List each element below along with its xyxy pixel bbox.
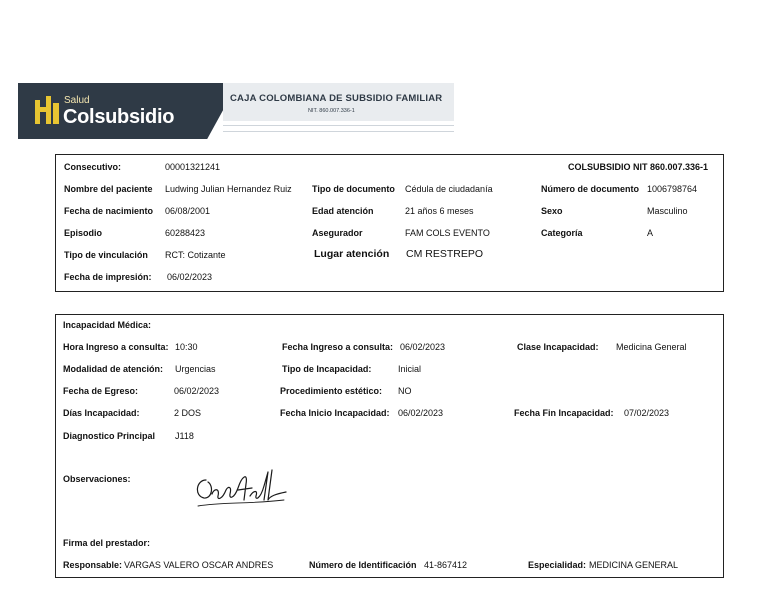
- fecha-ingreso-value: 06/02/2023: [400, 342, 446, 352]
- incapacidad-title: Incapacidad Médica:: [63, 320, 152, 330]
- consecutivo-value: 00001321241: [165, 162, 221, 172]
- procedimiento-value: NO: [398, 386, 412, 396]
- brand-name: Colsubsidio: [63, 106, 175, 128]
- responsable-label: Responsable:: [63, 560, 123, 570]
- fecha-ingreso-label: Fecha Ingreso a consulta:: [282, 342, 394, 352]
- company-nit: COLSUBSIDIO NIT 860.007.336-1: [568, 162, 709, 172]
- dias-value: 2 DOS: [174, 408, 202, 418]
- clase-label: Clase Incapacidad:: [517, 342, 599, 352]
- especialidad-value: MEDICINA GENERAL: [589, 560, 679, 570]
- vinculacion-value: RCT: Cotizante: [165, 250, 226, 260]
- impresion-label: Fecha de impresión:: [64, 272, 152, 282]
- fecha-nac-value: 06/08/2001: [165, 206, 211, 216]
- responsable-value: VARGAS VALERO OSCAR ANDRES: [124, 560, 274, 570]
- egreso-value: 06/02/2023: [174, 386, 220, 396]
- inicio-label: Fecha Inicio Incapacidad:: [280, 408, 390, 418]
- hora-value: 10:30: [175, 342, 198, 352]
- consecutivo-label: Consecutivo:: [64, 162, 122, 172]
- fin-label: Fecha Fin Incapacidad:: [514, 408, 614, 418]
- tipo-value: Inicial: [398, 364, 422, 374]
- num-doc-label: Número de documento: [541, 184, 640, 194]
- diagnostico-value: J118: [175, 431, 194, 441]
- diagnostico-label: Diagnostico Principal: [63, 431, 156, 441]
- org-name: CAJA COLOMBIANA DE SUBSIDIO FAMILIAR: [230, 93, 443, 104]
- header-rule: [223, 131, 454, 132]
- edad-value: 21 años 6 meses: [405, 206, 474, 216]
- hora-label: Hora Ingreso a consulta:: [63, 342, 169, 352]
- impresion-value: 06/02/2023: [167, 272, 213, 282]
- tipo-doc-label: Tipo de documento: [312, 184, 395, 194]
- header-rule: [223, 125, 454, 126]
- tipo-doc-value: Cédula de ciudadanía: [405, 184, 493, 194]
- asegurador-value: FAM COLS EVENTO: [405, 228, 490, 238]
- fecha-nac-label: Fecha de nacimiento: [64, 206, 154, 216]
- org-nit: NIT. 860.007.336-1: [308, 108, 355, 114]
- identificacion-label: Número de Identificación: [309, 560, 417, 570]
- egreso-label: Fecha de Egreso:: [63, 386, 139, 396]
- edad-label: Edad atención: [312, 206, 374, 216]
- tipo-label: Tipo de Incapacidad:: [282, 364, 372, 374]
- modalidad-value: Urgencias: [175, 364, 216, 374]
- vinculacion-label: Tipo de vinculación: [64, 250, 148, 260]
- signature-image: [192, 466, 292, 512]
- firma-label: Firma del prestador:: [63, 538, 151, 548]
- patient-info-box: [55, 154, 724, 292]
- colsubsidio-logo-icon: [34, 94, 60, 126]
- lugar-value: CM RESTREPO: [406, 248, 484, 260]
- fin-value: 07/02/2023: [624, 408, 670, 418]
- sexo-value: Masculino: [647, 206, 688, 216]
- nombre-value: Ludwing Julian Hernandez Ruiz: [165, 184, 292, 194]
- categoria-label: Categoría: [541, 228, 583, 238]
- modalidad-label: Modalidad de atención:: [63, 364, 164, 374]
- observaciones-label: Observaciones:: [63, 474, 131, 484]
- inicio-value: 06/02/2023: [398, 408, 444, 418]
- lugar-label: Lugar atención: [314, 248, 390, 260]
- brand-small-label: Salud: [64, 95, 90, 106]
- identificacion-value: 41-867412: [424, 560, 468, 570]
- num-doc-value: 1006798764: [647, 184, 698, 194]
- episodio-label: Episodio: [64, 228, 102, 238]
- sexo-label: Sexo: [541, 206, 563, 216]
- dias-label: Días Incapacidad:: [63, 408, 140, 418]
- procedimiento-label: Procedimiento estético:: [280, 386, 383, 396]
- especialidad-label: Especialidad:: [528, 560, 587, 570]
- asegurador-label: Asegurador: [312, 228, 363, 238]
- episodio-value: 60288423: [165, 228, 206, 238]
- categoria-value: A: [647, 228, 654, 238]
- clase-value: Medicina General: [616, 342, 687, 352]
- nombre-label: Nombre del paciente: [64, 184, 153, 194]
- incapacidad-box: [55, 314, 724, 578]
